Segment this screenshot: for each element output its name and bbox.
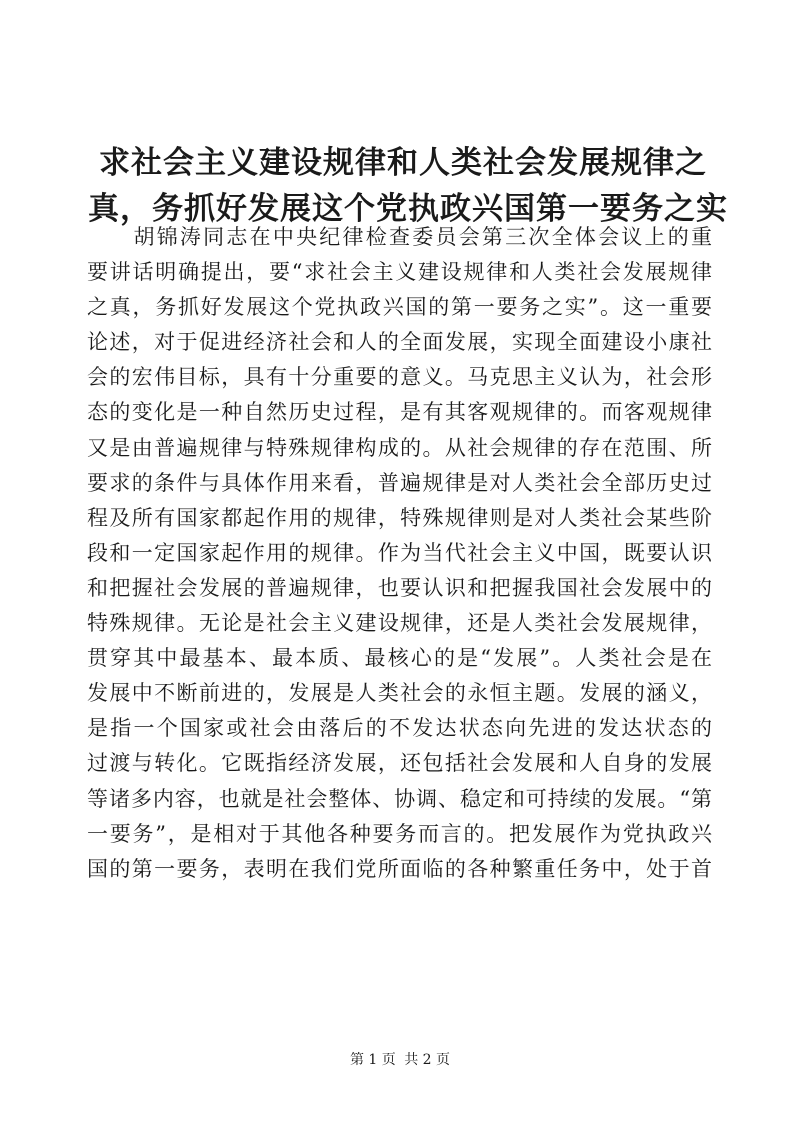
body-line: 又是由普遍规律与特殊规律构成的。从社会规律的存在范围、所 <box>87 435 712 460</box>
body-line: 要求的条件与具体作用来看，普遍规律是对人类社会全部历史过 <box>87 470 712 495</box>
body-line: 是指一个国家或社会由落后的不发达状态向先进的发达状态的 <box>87 716 712 741</box>
body-line: 等诸多内容，也就是社会整体、协调、稳定和可持续的发展。“第 <box>87 786 712 811</box>
page-number: 第 1 页 <box>349 1052 396 1068</box>
page-total: 共 2 页 <box>404 1052 451 1068</box>
body-line: 国的第一要务，表明在我们党所面临的各种繁重任务中，处于首 <box>87 856 712 881</box>
body-line: 一要务”，是相对于其他各种要务而言的。把发展作为党执政兴 <box>87 821 712 846</box>
body-line: 论述，对于促进经济社会和人的全面发展，实现全面建设小康社 <box>87 330 712 355</box>
body-line: 之真，务抓好发展这个党执政兴国的第一要务之实”。这一重要 <box>87 295 712 320</box>
document-body <box>87 220 712 887</box>
body-line: 态的变化是一种自然历史过程，是有其客观规律的。而客观规律 <box>87 400 712 425</box>
body-line: 会的宏伟目标，具有十分重要的意义。马克思主义认为，社会形 <box>87 365 712 390</box>
title-line-2: 真，务抓好发展这个党执政兴国第一要务之实 <box>88 191 728 227</box>
body-line: 胡锦涛同志在中央纪律检查委员会第三次全体会议上的重 <box>87 225 712 249</box>
body-line: 和把握社会发展的普遍规律，也要认识和把握我国社会发展中的 <box>87 575 712 600</box>
body-line: 发展中不断前进的，发展是人类社会的永恒主题。发展的涵义， <box>87 681 712 706</box>
body-line: 特殊规律。无论是社会主义建设规律，还是人类社会发展规律， <box>87 611 712 636</box>
body-line: 贯穿其中最基本、最本质、最核心的是“发展”。人类社会是在 <box>87 646 712 671</box>
body-line: 要讲话明确提出，要“求社会主义建设规律和人类社会发展规律 <box>87 260 712 285</box>
title-line-1: 求社会主义建设规律和人类社会发展规律之 <box>99 145 707 181</box>
body-line: 程及所有国家都起作用的规律，特殊规律则是对人类社会某些阶 <box>87 505 712 530</box>
body-line: 过渡与转化。它既指经济发展，还包括社会发展和人自身的发展 <box>87 751 712 776</box>
document-title <box>88 140 728 232</box>
page-footer <box>0 1050 800 1070</box>
body-line: 段和一定国家起作用的规律。作为当代社会主义中国，既要认识 <box>87 540 712 565</box>
